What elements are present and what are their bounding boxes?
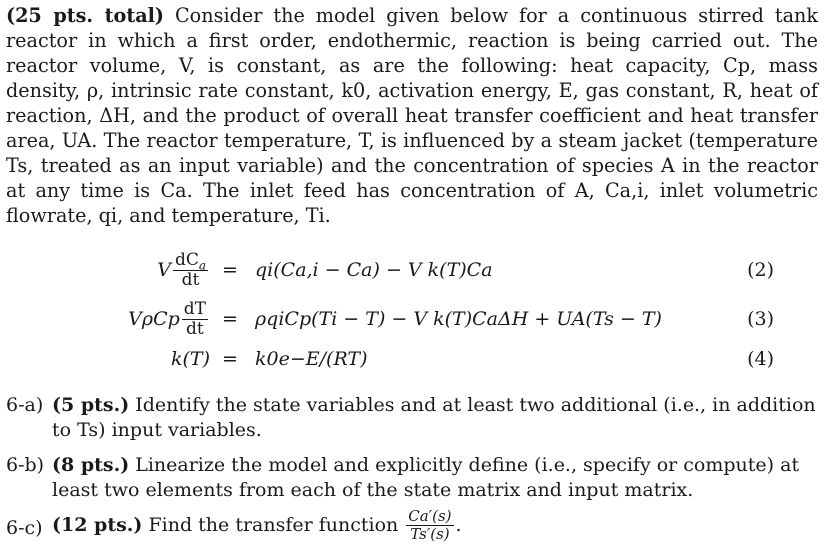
- question-text: Find the transfer function: [142, 514, 399, 536]
- transfer-function-numerator: Ca′(s): [408, 507, 452, 525]
- equation-3-rhs: ρqiCp(Ti − T) − V k(T)CaΔH + UA(Ts − T): [255, 308, 662, 330]
- derivative-subscript: a: [198, 257, 206, 272]
- equation-4-equals: =: [222, 348, 238, 370]
- equation-3-equals: =: [222, 308, 238, 330]
- derivative-numerator: dC: [174, 249, 199, 270]
- question-6a: [6, 393, 820, 443]
- transfer-function-fraction: [406, 508, 453, 543]
- question-label: 6-b): [6, 454, 45, 476]
- question-points: (5 pts.): [52, 394, 130, 416]
- equation-3-prefix: VρCp: [128, 308, 180, 330]
- equation-2-lhs: [157, 245, 210, 295]
- question-points: (12 pts.): [52, 514, 143, 536]
- derivative-fraction: [182, 300, 208, 339]
- derivative-numerator: dT: [183, 298, 206, 319]
- question-label: 6-c): [6, 517, 43, 539]
- equation-3-number: (3): [747, 308, 774, 330]
- question-label: 6-a): [6, 394, 44, 416]
- question-points: (8 pts.): [52, 454, 130, 476]
- equation-2-number: (2): [747, 259, 774, 281]
- problem-intro: [6, 3, 818, 228]
- derivative-fraction: [173, 251, 208, 290]
- question-6b: [6, 453, 820, 503]
- equation-2-rhs: qi(Ca,i − Ca) − V k(T)Ca: [255, 259, 493, 281]
- question-text: Identify the state variables and at least two additional (i.e., in addition to Ts) input variables.: [52, 394, 816, 441]
- equation-4-lhs: k(T): [170, 348, 210, 370]
- derivative-denominator: dt: [186, 318, 204, 339]
- intro-points: (25 pts. total): [6, 4, 165, 27]
- intro-text: Consider the model given below for a continuous stirred tank reactor in which a first order, endothermic, reaction is being carried out. The reactor volume, V, is constant, as are the following: heat capacity, Cp, mass density, ρ, intrinsic rate constant, k0, activation energy, E, gas constant, R, heat of reaction, ΔH, and the product of overall heat transfer coefficient and heat transfer area, UA. The reactor temperature, T, is influenced by a steam jacket (temperature Ts, treated as an input variable) and the concentration of species A in the reactor at any time is Ca. The inlet feed has concentration of A, Ca,i, inlet volumetric flowrate, qi, and temperature, Ti.: [6, 4, 818, 227]
- equation-4: [0, 334, 824, 384]
- question-6c: [6, 508, 820, 543]
- question-text: Linearize the model and explicitly define (i.e., specify or compute) at least two elements from each of the state matrix and input matrix.: [52, 454, 800, 501]
- equation-4-number: (4): [747, 348, 774, 370]
- equation-4-rhs: k0e−E/(RT): [255, 348, 368, 370]
- question-tail: .: [455, 514, 462, 536]
- transfer-function-denominator: Ts′(s): [410, 525, 450, 543]
- derivative-denominator: dt: [181, 269, 200, 290]
- equation-2-equals: =: [222, 259, 238, 281]
- equation-2-prefix: V: [157, 259, 171, 281]
- equation-2: [0, 245, 824, 295]
